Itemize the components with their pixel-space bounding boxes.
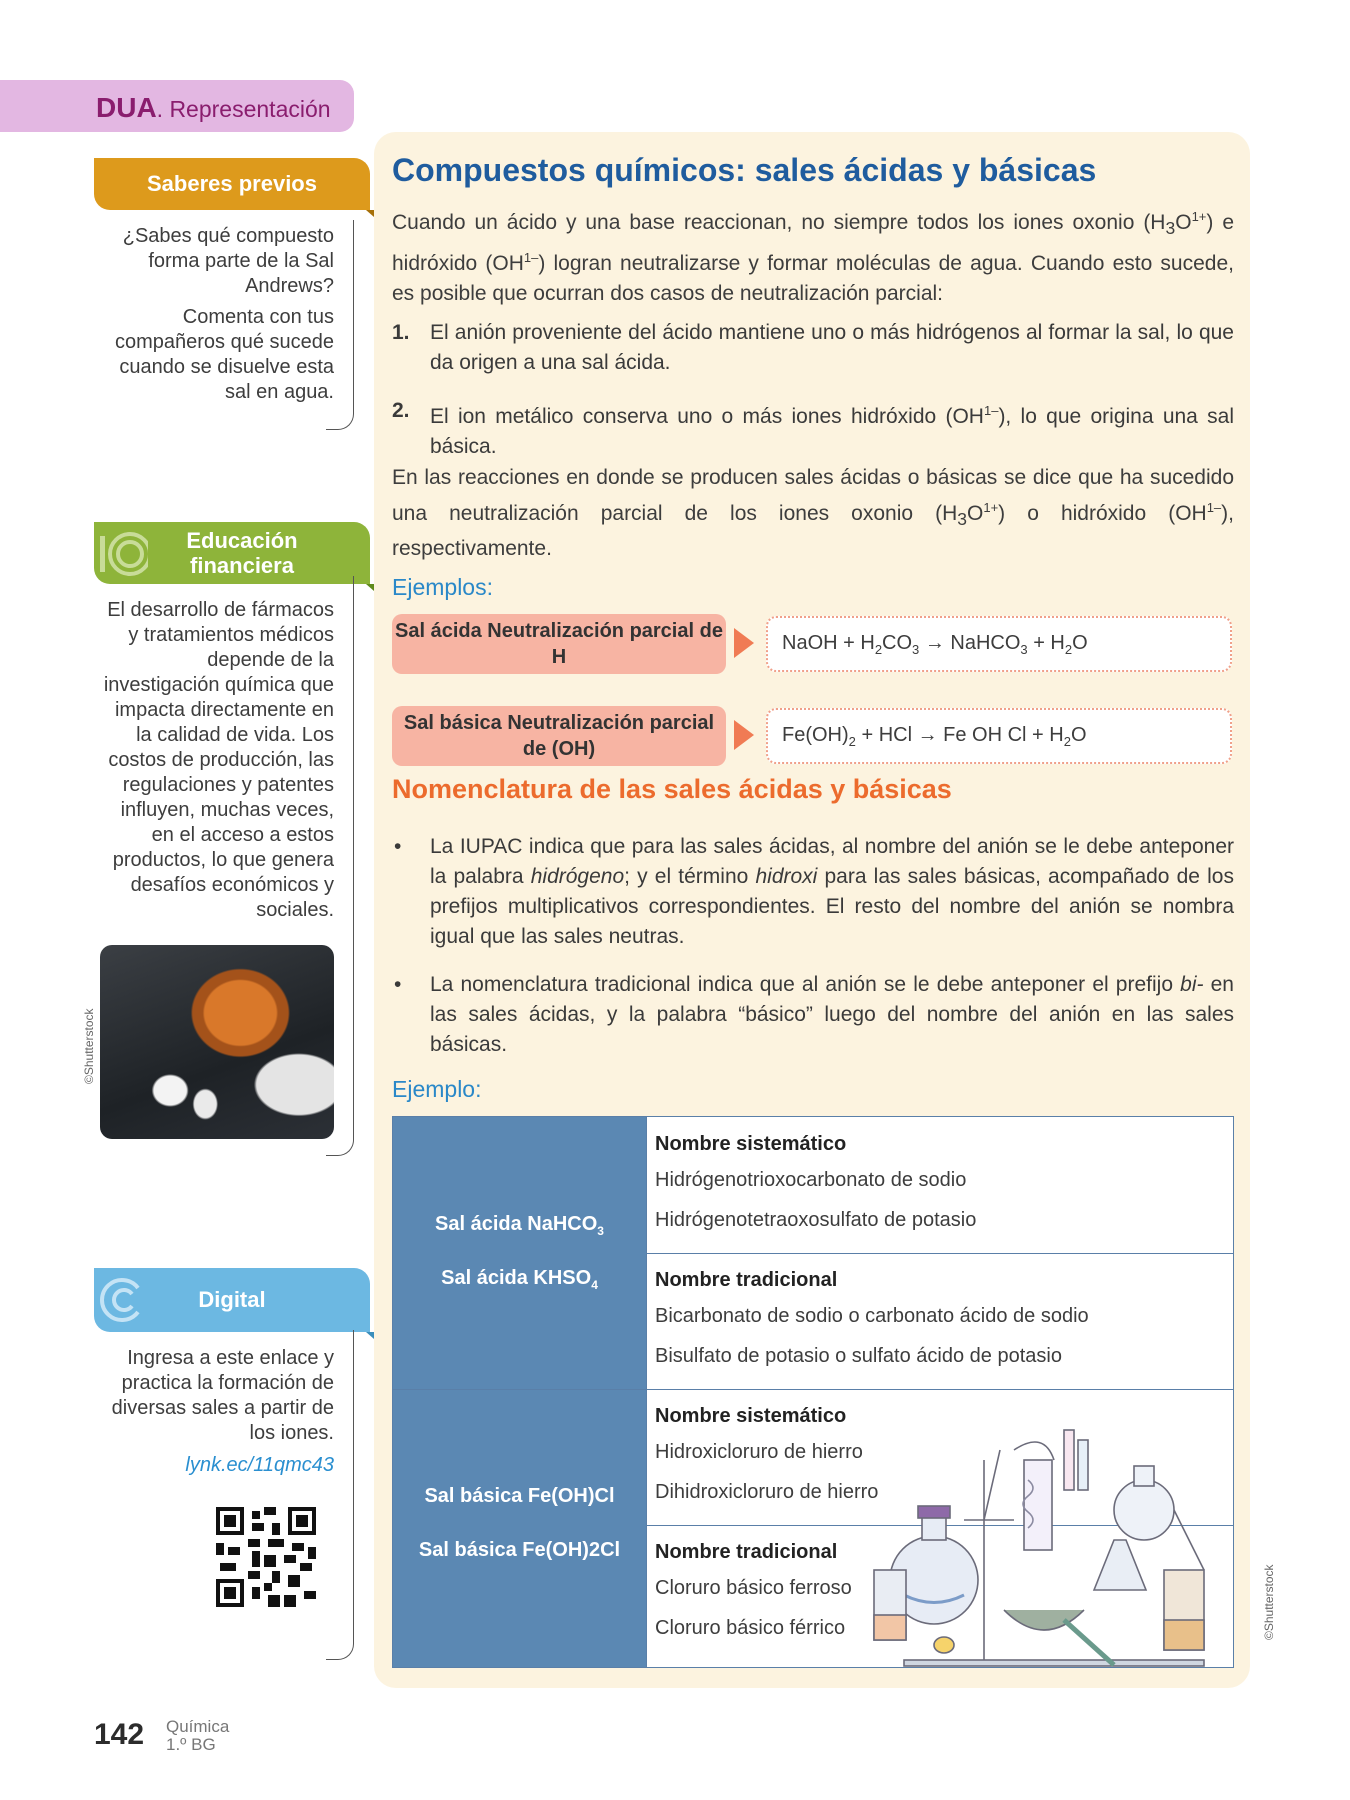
table-divider [646, 1253, 1233, 1254]
example-row-base [392, 706, 1232, 766]
digital-text: Ingresa a este enlace y practica la formación de diversas sales a partir de los iones. [111, 1347, 334, 1444]
subject-level: 1.º BG [166, 1735, 216, 1754]
table-cell: Bicarbonato de sodio o carbonato ácido de sodio [655, 1305, 1089, 1327]
table-cell: Bisulfato de potasio o sulfato ácido de potasio [655, 1345, 1062, 1367]
digital-title: Digital [198, 1287, 266, 1313]
pills-photo [100, 945, 334, 1139]
dua-tab [0, 80, 354, 132]
acid-traditional-block [647, 1253, 1233, 1373]
example-equation: NaOH + $H_2CO_3$ → NaHCO$_3$ + $H_2O$ [766, 616, 1232, 672]
acid-systematic-block [647, 1117, 1233, 1237]
digital-box [94, 1268, 370, 1660]
column-header: Nombre sistemático [655, 1133, 847, 1155]
table-cell: Hidrógenotetraoxosulfato de potasio [655, 1209, 977, 1231]
bullet-item: • La nomenclatura tradicional indica que al anión se le debe anteponer el prefijo bi- en las sales ácidas, y la palabra “básico” luego del nombre del anión en las sales básicas. [392, 970, 1234, 1060]
table-cell: Cloruro básico férrico [655, 1617, 846, 1639]
saberes-previos-header [94, 158, 370, 210]
side-bracket [326, 1330, 354, 1660]
bullet-list [392, 832, 1234, 1060]
list-item: 1. El anión proveniente del ácido mantiene uno o más hidrógenos al formar la sal, lo que da origen a una sal ácida. [392, 321, 1234, 374]
acid-salt-2: Sal ácida $KHSO_4$ [441, 1267, 598, 1292]
subject-label [166, 1718, 229, 1754]
side-bracket [326, 220, 354, 430]
title-line-2: financiera [190, 553, 294, 578]
saberes-instruction: Comenta con tus compañeros qué sucede cuando se disuelve esta sal en agua. [114, 306, 334, 403]
digital-header [94, 1268, 370, 1332]
educacion-financiera-box [94, 522, 370, 1156]
column-header: Nombre tradicional [655, 1269, 838, 1291]
arrow-icon [734, 720, 754, 750]
saberes-previos-title: Saberes previos [147, 171, 317, 197]
ejemplo-heading: Ejemplo: [392, 1076, 482, 1102]
table-cell: Hidroxicloruro de hierro [655, 1441, 863, 1463]
qr-code-icon[interactable] [216, 1507, 316, 1607]
acid-salts-cell [393, 1117, 646, 1389]
partial-neutralization-paragraph: En las reacciones en donde se producen sales ácidas o básicas se dice que ha sucedido una neutralización parcial de los iones oxonio $(H_3O^{1+})$ o hidróxido $(OH^{1-})$, respectivamente. [392, 466, 1234, 561]
table-cell: Hidrógenotrioxocarbonato de sodio [655, 1169, 967, 1191]
table-divider [393, 1389, 1233, 1390]
digital-ring-icon [96, 1274, 148, 1326]
educacion-financiera-header [94, 522, 370, 584]
example-label: Sal ácida Neutralización parcial de H [392, 614, 726, 674]
side-bracket [326, 576, 354, 1156]
table-cell: Cloruro básico ferroso [655, 1577, 852, 1599]
ejemplos-heading: Ejemplos: [392, 574, 493, 600]
example-label: Sal básica Neutralización parcial de (OH) [392, 706, 726, 766]
basic-salt-2: Sal básica Fe(OH)2Cl [418, 1539, 621, 1561]
saberes-previos-box [94, 158, 370, 430]
arrow-icon [734, 628, 754, 658]
acid-salt-1: Sal ácida NaHCO$_3$ [435, 1213, 604, 1238]
example-equation: $Fe(OH)_2$ + HCl → Fe OH $Cl + H_2O$ [766, 708, 1232, 764]
dua-strong: DUA [96, 92, 157, 123]
nomenclature-heading: Nomenclatura de las sales ácidas y básicas [392, 774, 952, 804]
column-header: Nombre sistemático [655, 1405, 847, 1427]
bullet-item: • La IUPAC indica que para las sales ácidas, al nombre del anión se le debe anteponer la palabra hidrógeno; y el término hidroxi para las sales básicas, acompañado de los prefijos multiplicativos correspondientes. El resto del nombre del anión se nombra igual que las sales neutras. [392, 832, 1234, 952]
numbered-list [392, 318, 1234, 462]
basic-salts-cell [393, 1389, 646, 1667]
title-line-1: Educación [186, 527, 298, 553]
dua-label: . Representación [156, 96, 331, 122]
column-header: Nombre tradicional [655, 1541, 838, 1563]
list-item: 2. El ion metálico conserva uno o más iones hidróxido $(OH^{1-})$, lo que origina una sal básica. [392, 399, 1234, 458]
lab-glassware-illustration [864, 1420, 1224, 1670]
financial-ring-icon [96, 528, 148, 580]
intro-paragraph: Cuando un ácido y una base reaccionan, no siempre todos los iones oxonio $(H_3O^{1+})$ e hidróxido $(OH^{1-})$ logran neutralizarse y formar moléculas de agua. Cuando esto sucede, es posible que ocurran dos casos de neutralización parcial: [392, 209, 1235, 306]
educacion-financiera-text: El desarrollo de fármacos y tratamientos médicos depende de la investigación química que impacta directamente en la calidad de vida. Los costos de producción, las regulaciones y patentes influyen, muchas veces, en el acceso a estos productos, lo que genera desafíos económicos y sociales. [103, 599, 334, 921]
educacion-financiera-title [186, 528, 297, 579]
illustration-credit: ©Shutterstock [1262, 1564, 1276, 1640]
digital-link[interactable]: lynk.ec/11qmc43 [185, 1454, 334, 1476]
page-title: Compuestos químicos: sales ácidas y básicas [392, 152, 1097, 188]
example-row-acid [392, 614, 1232, 674]
basic-salt-1: Sal básica Fe(OH)Cl [424, 1485, 615, 1507]
photo-credit: ©Shutterstock [82, 1008, 96, 1084]
subject-name: Química [166, 1717, 230, 1736]
saberes-question: ¿Sabes qué compuesto forma parte de la Sal Andrews? [122, 225, 334, 297]
page-number: 142 [94, 1718, 145, 1751]
table-cell: Dihidroxicloruro de hierro [655, 1481, 879, 1503]
